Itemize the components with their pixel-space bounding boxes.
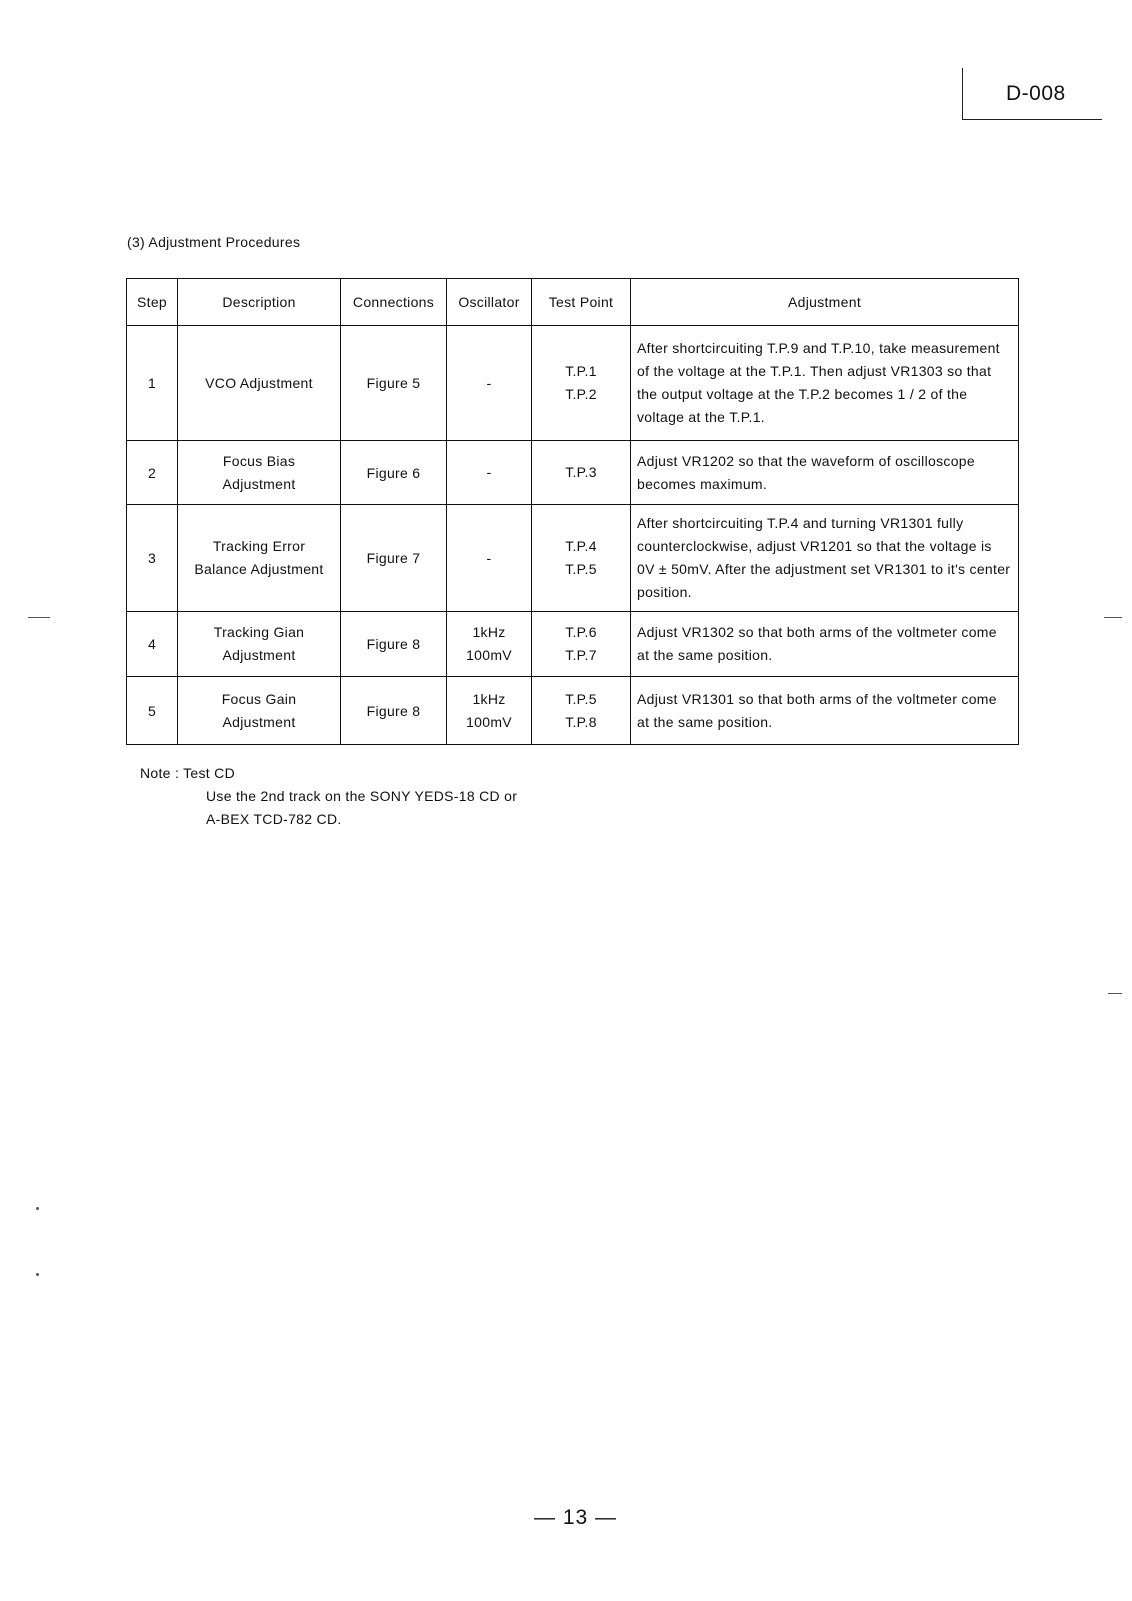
adjustment-cell: After shortcircuiting T.P.9 and T.P.10, take measurement of the voltage at the T.P.1. Then adjust VR1303 so that the output voltage at the T.P.2 becomes 1 / 2 of the voltage at the T.P.1. — [631, 326, 1019, 441]
test-point-cell — [532, 326, 631, 441]
oscillator-cell — [447, 677, 532, 745]
description-cell — [178, 677, 341, 745]
adjustment-cell: Adjust VR1301 so that both arms of the voltmeter come at the same position. — [631, 677, 1019, 745]
oscillator-cell — [447, 326, 532, 441]
description-cell — [178, 505, 341, 612]
adjustment-cell: Adjust VR1202 so that the waveform of oscilloscope becomes maximum. — [631, 441, 1019, 505]
table-row — [127, 441, 1019, 505]
connections-cell: Figure 7 — [341, 505, 447, 612]
header-test-point: Test Point — [532, 279, 631, 326]
step-cell: 5 — [127, 677, 178, 745]
oscillator-line: 1kHz — [472, 690, 506, 707]
margin-tick-right — [1108, 993, 1122, 994]
connections-cell: Figure 8 — [341, 612, 447, 677]
step-cell: 1 — [127, 326, 178, 441]
test-point-cell — [532, 441, 631, 505]
table-header-row — [127, 279, 1019, 326]
test-point-cell — [532, 677, 631, 745]
connections-cell: Figure 6 — [341, 441, 447, 505]
header-description: Description — [178, 279, 341, 326]
oscillator-line: - — [486, 374, 492, 391]
table-row — [127, 612, 1019, 677]
document-code: D-008 — [1006, 82, 1066, 105]
step-cell: 4 — [127, 612, 178, 677]
description-cell — [178, 326, 341, 441]
note-body — [140, 785, 517, 831]
test-point-cell — [532, 612, 631, 677]
oscillator-line: 1kHz — [472, 624, 506, 640]
header-step: Step — [127, 279, 178, 326]
table-row — [127, 677, 1019, 745]
margin-tick-right — [1104, 617, 1122, 618]
description-line: Adjustment — [222, 475, 296, 492]
description-line: VCO Adjustment — [205, 374, 313, 391]
section-title: (3) Adjustment Procedures — [127, 234, 301, 250]
table-row — [127, 326, 1019, 441]
adjustment-table — [126, 278, 1019, 745]
oscillator-line: - — [486, 464, 492, 480]
table-row — [127, 505, 1019, 612]
adjustment-cell: Adjust VR1302 so that both arms of the voltmeter come at the same position. — [631, 612, 1019, 677]
test-point-line: T.P.6 — [565, 624, 597, 640]
description-line: Tracking Gian — [213, 624, 305, 640]
step-cell: 3 — [127, 505, 178, 612]
test-point-line: T.P.7 — [565, 647, 597, 663]
adjustment-cell: After shortcircuiting T.P.4 and turning VR1301 fully counterclockwise, adjust VR1201 so that the voltage is 0V ± 50mV. After the adjustment set VR1301 to it's center position. — [631, 505, 1019, 612]
description-line: Focus Bias — [222, 452, 296, 469]
oscillator-line: - — [486, 549, 492, 566]
note-line: A-BEX TCD-782 CD. — [206, 811, 342, 827]
margin-tick-left — [28, 617, 50, 618]
oscillator-cell — [447, 505, 532, 612]
test-point-cell — [532, 505, 631, 612]
page-number: — 13 — — [534, 1506, 618, 1529]
test-point-line: T.P.1 — [565, 363, 597, 379]
oscillator-line: 100mV — [466, 713, 512, 730]
oscillator-cell — [447, 612, 532, 677]
description-cell — [178, 441, 341, 505]
note-block — [140, 762, 517, 831]
note-label: Note : Test CD — [140, 765, 235, 781]
description-line: Adjustment — [222, 647, 296, 663]
description-line: Focus Gain — [221, 690, 297, 707]
description-line: Balance Adjustment — [194, 561, 324, 577]
description-line: Adjustment — [222, 713, 296, 730]
description-cell — [178, 612, 341, 677]
test-point-line: T.P.8 — [565, 713, 597, 730]
test-point-line: T.P.4 — [565, 538, 597, 554]
test-point-line: T.P.5 — [565, 561, 597, 577]
step-cell: 2 — [127, 441, 178, 505]
margin-dot — [36, 1207, 39, 1210]
header-connections: Connections — [341, 279, 447, 326]
test-point-line: T.P.3 — [565, 464, 597, 480]
test-point-line: T.P.2 — [565, 386, 597, 402]
header-oscillator: Oscillator — [447, 279, 532, 326]
oscillator-line: 100mV — [466, 647, 512, 663]
note-line: Use the 2nd track on the SONY YEDS-18 CD or — [206, 788, 518, 804]
connections-cell: Figure 5 — [341, 326, 447, 441]
connections-cell: Figure 8 — [341, 677, 447, 745]
description-line: Tracking Error — [212, 538, 306, 554]
margin-dot — [36, 1273, 39, 1276]
test-point-line: T.P.5 — [565, 690, 597, 707]
header-adjustment: Adjustment — [631, 279, 1019, 326]
oscillator-cell — [447, 441, 532, 505]
